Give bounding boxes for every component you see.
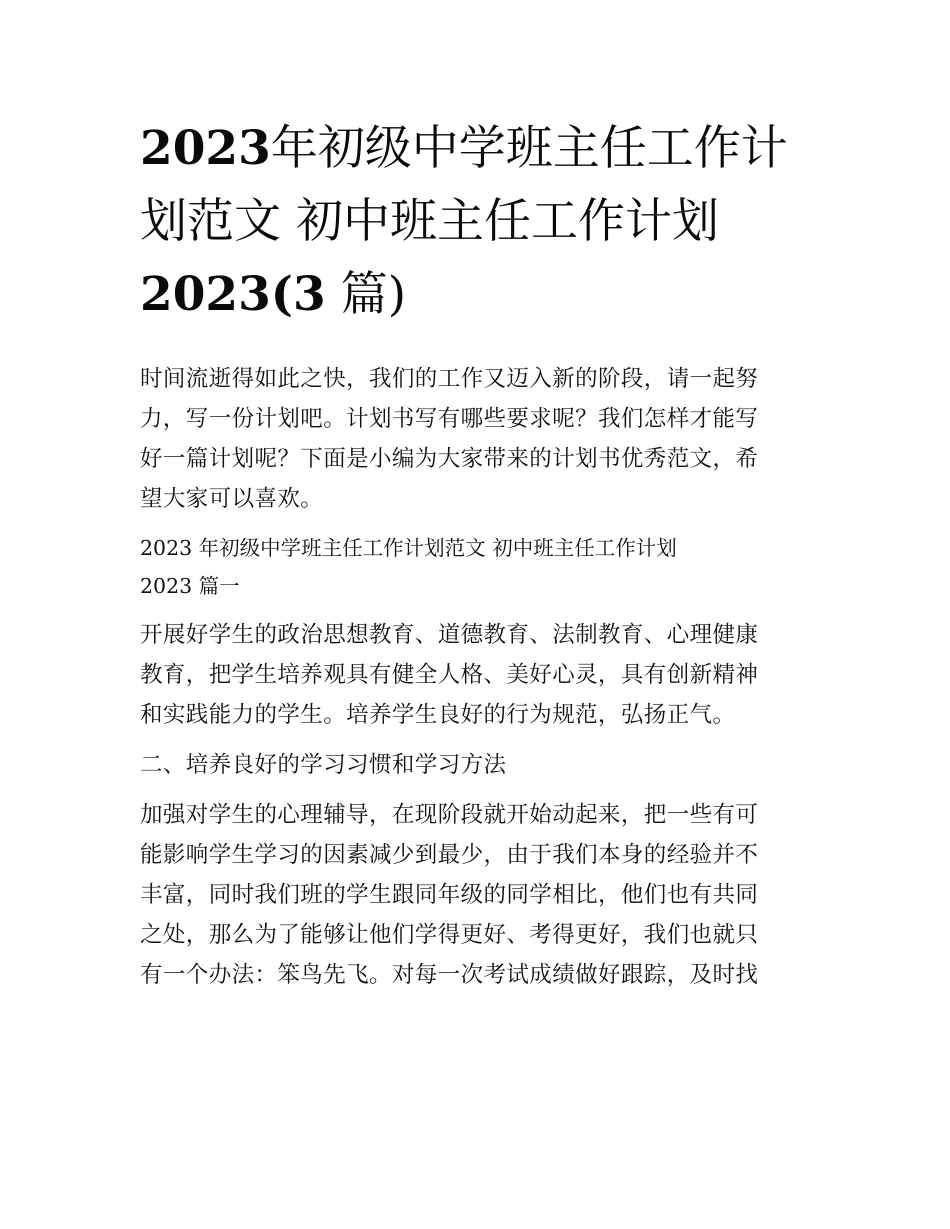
title-line-1 bbox=[140, 112, 812, 185]
intro-line: 力，写一份计划吧。计划书写有哪些要求呢？我们怎样才能写 bbox=[140, 406, 759, 432]
paragraph-line: 丰富，同时我们班的学生跟同年级的同学相比，他们也有共同 bbox=[140, 882, 759, 908]
subheading-line: 二、培养良好的学习习惯和学习方法 bbox=[140, 752, 507, 778]
section-heading bbox=[140, 529, 812, 605]
paragraph-2 bbox=[140, 795, 812, 995]
paragraph-line: 加强对学生的心理辅导，在现阶段就开始动起来，把一些有可 bbox=[140, 802, 759, 828]
subheading-2 bbox=[140, 745, 812, 785]
title-line-2: 划范文 初中班主任工作计划 bbox=[140, 194, 719, 249]
title-line-1-text: 年初级中学班主任工作计 bbox=[270, 121, 788, 176]
title-line-3 bbox=[140, 258, 812, 331]
document-title bbox=[140, 112, 812, 331]
paragraph-line: 开展好学生的政治思想教育、道德教育、法制教育、心理健康 bbox=[140, 622, 759, 648]
paragraph-1 bbox=[140, 615, 812, 735]
document-body bbox=[140, 359, 812, 995]
title-line-3-text: 篇) bbox=[325, 267, 407, 322]
intro-line: 望大家可以喜欢。 bbox=[140, 486, 324, 512]
paragraph-line: 有一个办法：笨鸟先飞。对每一次考试成绩做好跟踪，及时找 bbox=[140, 962, 759, 988]
intro-line: 好一篇计划呢？下面是小编为大家带来的计划书优秀范文，希 bbox=[140, 446, 759, 472]
document-page bbox=[140, 112, 812, 995]
title-year: 2023 bbox=[140, 121, 271, 176]
intro-paragraph bbox=[140, 359, 812, 519]
paragraph-line: 能影响学生学习的因素减少到最少，由于我们本身的经验并不 bbox=[140, 842, 759, 868]
intro-line: 时间流逝得如此之快，我们的工作又迈入新的阶段，请一起努 bbox=[140, 366, 759, 392]
section-heading-line: 2023 年初级中学班主任工作计划范文 初中班主任工作计划 bbox=[140, 536, 677, 560]
section-heading-line: 2023 篇一 bbox=[140, 574, 240, 598]
title-year-count: 2023(3 bbox=[140, 267, 326, 322]
paragraph-line: 之处，那么为了能够让他们学得更好、考得更好，我们也就只 bbox=[140, 922, 759, 948]
paragraph-line: 和实践能力的学生。培养学生良好的行为规范，弘扬正气。 bbox=[140, 702, 736, 728]
paragraph-line: 教育，把学生培养观具有健全人格、美好心灵，具有创新精神 bbox=[140, 662, 759, 688]
